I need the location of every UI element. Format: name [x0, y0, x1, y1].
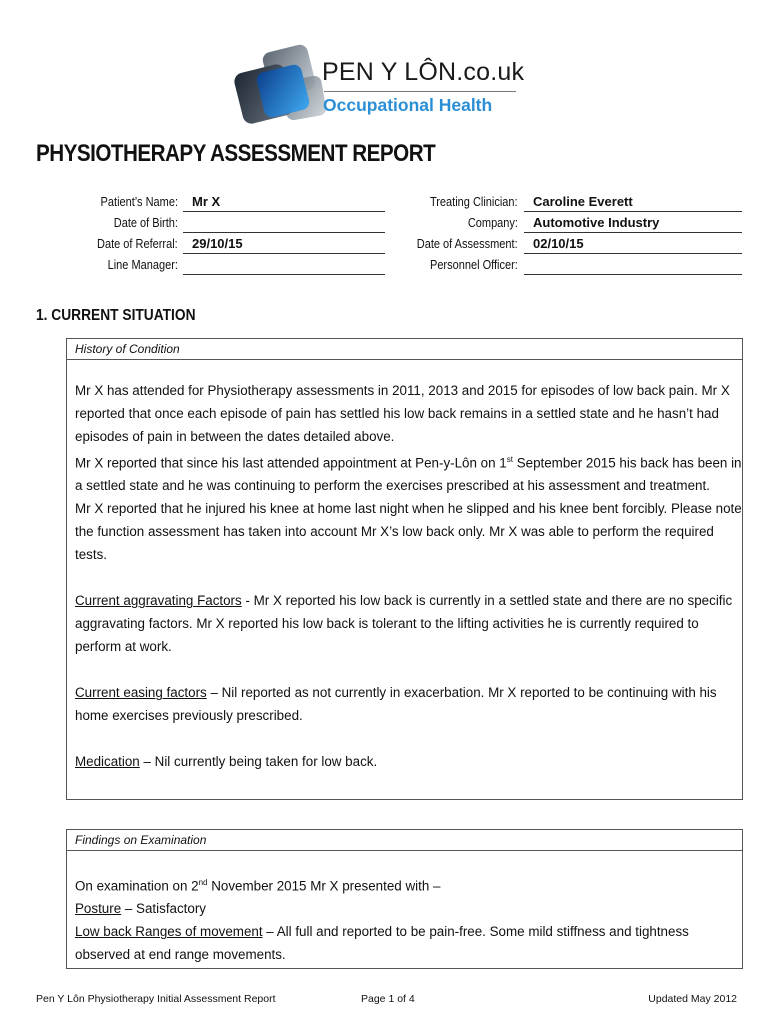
logo-divider: [324, 91, 516, 92]
personnel-label: Personnel Officer:: [430, 258, 518, 272]
report-title: PHYSIOTHERAPY ASSESSMENT REPORT: [36, 140, 436, 167]
history-paragraph-1: Mr X has attended for Physiotherapy assessments in 2011, 2013 and 2015 for episodes of low back pain. Mr X reported that once each episode of pain has settled his low back remains in a settled state and he hasn’t had episodes of pain in between the dates detailed above.: [75, 383, 730, 444]
medication-paragraph: Medication – Nil currently being taken for low back.: [75, 754, 378, 770]
line-manager-line: [183, 274, 385, 275]
line-manager-label: Line Manager:: [107, 258, 178, 272]
patient-name-value: Mr X: [192, 194, 221, 209]
footer-left: Pen Y Lôn Physiotherapy Initial Assessment Report: [36, 993, 276, 1005]
company-value: Automotive Industry: [533, 215, 660, 230]
section-heading-current-situation: 1. CURRENT SITUATION: [36, 307, 196, 324]
assessment-value: 02/10/15: [533, 236, 584, 251]
history-text: [75, 379, 743, 773]
referral-value: 29/10/15: [192, 236, 243, 251]
footer-updated: Updated May 2012: [648, 993, 737, 1005]
logo-squares-icon: [232, 42, 332, 137]
clinician-line: [524, 211, 742, 212]
logo-title: PEN Y LÔN.co.uk: [322, 58, 525, 86]
findings-header-label: Findings on Examination: [75, 833, 207, 847]
posture-paragraph: Posture – Satisfactory: [75, 901, 206, 917]
history-box-header: [67, 339, 742, 360]
personnel-line: [524, 274, 742, 275]
findings-intro: On examination on 2nd November 2015 Mr X presented with –: [75, 878, 441, 894]
company-logo: [232, 42, 532, 137]
logo-subtitle: Occupational Health: [323, 95, 493, 115]
referral-line: [183, 253, 385, 254]
history-paragraph-3: Mr X reported that he injured his knee at home last night when he slipped and his knee bent forcibly. Please note the function assessment has taken into account Mr X’s low back only. Mr X was able to perform the required tests.: [75, 501, 742, 563]
referral-label: Date of Referral:: [97, 237, 178, 251]
clinician-value: Caroline Everett: [533, 194, 633, 209]
easing-paragraph: Current easing factors – Nil reported as not currently in exacerbation. Mr X reported to be continuing with his home exercises previously prescribed.: [75, 685, 717, 724]
findings-box-header: [67, 830, 742, 851]
assessment-line: [524, 253, 742, 254]
company-line: [524, 232, 742, 233]
patient-name-line: [183, 211, 385, 212]
clinician-label: Treating Clinician:: [430, 195, 518, 209]
company-label: Company:: [467, 216, 518, 230]
patient-name-label: Patient’s Name:: [100, 195, 178, 209]
assessment-label: Date of Assessment:: [417, 237, 518, 251]
findings-text: [75, 871, 743, 966]
rom-paragraph: Low back Ranges of movement – All full and reported to be pain-free. Some mild stiffness and tightness observed at end range movements.: [75, 924, 689, 963]
history-paragraph-2: Mr X reported that since his last attended appointment at Pen-y-Lôn on 1st September 2015 his back has been in a settled state and he was continuing to perform the exercises prescribed at his assessment and treatment.: [75, 455, 742, 494]
dob-line: [183, 232, 385, 233]
footer-page-number: Page 1 of 4: [361, 993, 415, 1005]
dob-label: Date of Birth:: [113, 216, 178, 230]
aggravating-paragraph: Current aggravating Factors - Mr X reported his low back is currently in a settled state and there are no specific aggravating factors. Mr X reported his low back is tolerant to the lifting activities he is currently required to perform at work.: [75, 593, 733, 655]
history-header-label: History of Condition: [75, 342, 180, 356]
